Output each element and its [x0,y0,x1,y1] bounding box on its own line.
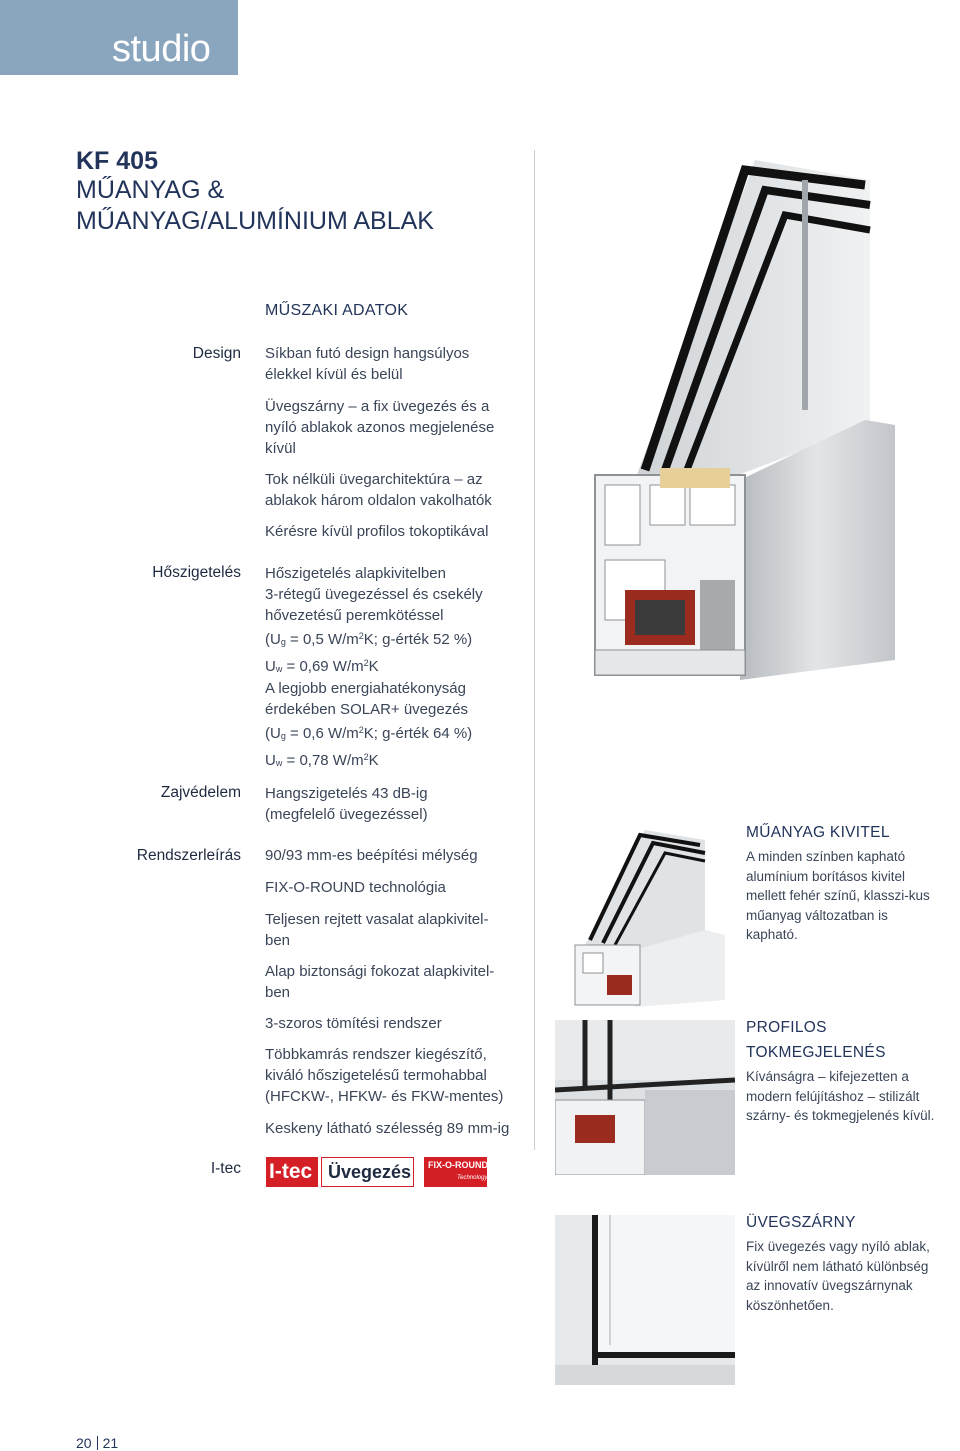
insulation-uw-value: $U_w = 0,69$ $W/m^2K$ [265,658,379,675]
itec-logo: I-tec [266,1157,318,1187]
title-line-1: MŰANYAG & [76,176,225,204]
label-design: Design [192,345,241,362]
profile-frame-image [555,1020,735,1175]
section-tag-label: studio [112,28,211,70]
plastic-variant-image [555,825,735,1010]
design-text-3: Tok nélküli üvegarchitektúra – az ablakok három oldalon vakolhatók [265,471,492,509]
side-heading-profile-2: TOKMEGJELENÉS [746,1044,886,1061]
system-text-6: Többkamrás rendszer kiegészítő, kiváló hőszigetelésű termohabbal (HFCKW-, HFKW- és FKW-mentes) [265,1046,504,1105]
design-text-1: Síkban futó design hangsúlyos élekkel kívül és belül [265,345,470,383]
specs-heading: MŰSZAKI ADATOK [265,302,409,319]
insulation-line: Hőszigetelés alapkivitelben [265,565,446,582]
system-text-5: 3-szoros tömítési rendszer [265,1015,442,1032]
insulation-line: 3-rétegű üvegezéssel és csekély [265,586,483,603]
side-heading-profile-1: PROFILOS [746,1019,827,1036]
page-number-left: 20 [76,1435,92,1451]
title-line-2: MŰANYAG/ALUMÍNIUM ABLAK [76,207,434,235]
window-cross-section-image [565,150,960,690]
system-text-3: Teljesen rejtett vasalat alapkivitel-ben [265,911,489,949]
design-text-4: Kérésre kívül profilos tokoptikával [265,523,489,540]
system-text-4: Alap biztonsági fokozat alapkivitel-ben [265,963,495,1001]
side-heading-glass-sash: ÜVEGSZÁRNY [746,1214,856,1231]
design-text-2: Üvegszárny – a fix üvegezés és a nyíló ablakok azonos megjelenése kívül [265,398,495,457]
label-itec: I-tec [210,1160,241,1177]
insulation-ug-value: ($U_g = 0,6$ $W/m^2K$; g-érték 64 %) [265,725,473,742]
insulation-text-1 [265,563,525,680]
column-divider [534,150,535,1150]
label-system: Rendszerleírás [136,847,241,864]
insulation-line: hővezetésű peremkötéssel [265,607,444,624]
fix-o-round-logo: FIX-O-ROUND Technology [424,1157,487,1187]
insulation-text-2 [265,678,525,774]
uvegezes-logo: Üvegezés [321,1157,414,1187]
section-tag [0,0,238,75]
side-text-plastic: A minden színben kapható alumínium borításos kivitel mellett fehér színű, klasszi-kus műanyag változatban is kapható. [746,849,930,942]
system-text-1: 90/93 mm-es beépítési mélység [265,847,478,864]
label-insulation: Hőszigetelés [152,564,241,581]
page-number-right: 21 [102,1435,119,1451]
side-text-profile: Kívánságra – kifejezetten a modern felújításhoz – stilizált szárny- és tokmegjelenés kívül. [746,1069,935,1123]
insulation-uw-value: $U_w = 0,78$ $W/m^2K$ [265,752,379,769]
insulation-line: A legjobb energiahatékonyság [265,680,466,697]
page-title [76,147,496,237]
insulation-line: érdekében SOLAR+ üvegezés [265,701,469,718]
noise-text: Hangszigetelés 43 dB-ig (megfelelő üvegezéssel) [265,785,428,823]
insulation-ug-value: ($U_g = 0,5$ $W/m^2K$; g-érték 52 %) [265,631,473,648]
page-numbers [76,1435,118,1451]
model-name: KF 405 [76,147,158,175]
glass-sash-image [555,1215,735,1385]
system-text-2: FIX-O-ROUND technológia [265,879,446,896]
system-text-7: Keskeny látható szélesség 89 mm-ig [265,1120,510,1137]
label-noise: Zajvédelem [160,784,241,801]
side-heading-plastic: MŰANYAG KIVITEL [746,824,890,841]
side-text-glass-sash: Fix üvegezés vagy nyíló ablak, kívülről nem látható különbség az innovatív üvegszárnynak köszönhetően. [746,1239,930,1313]
